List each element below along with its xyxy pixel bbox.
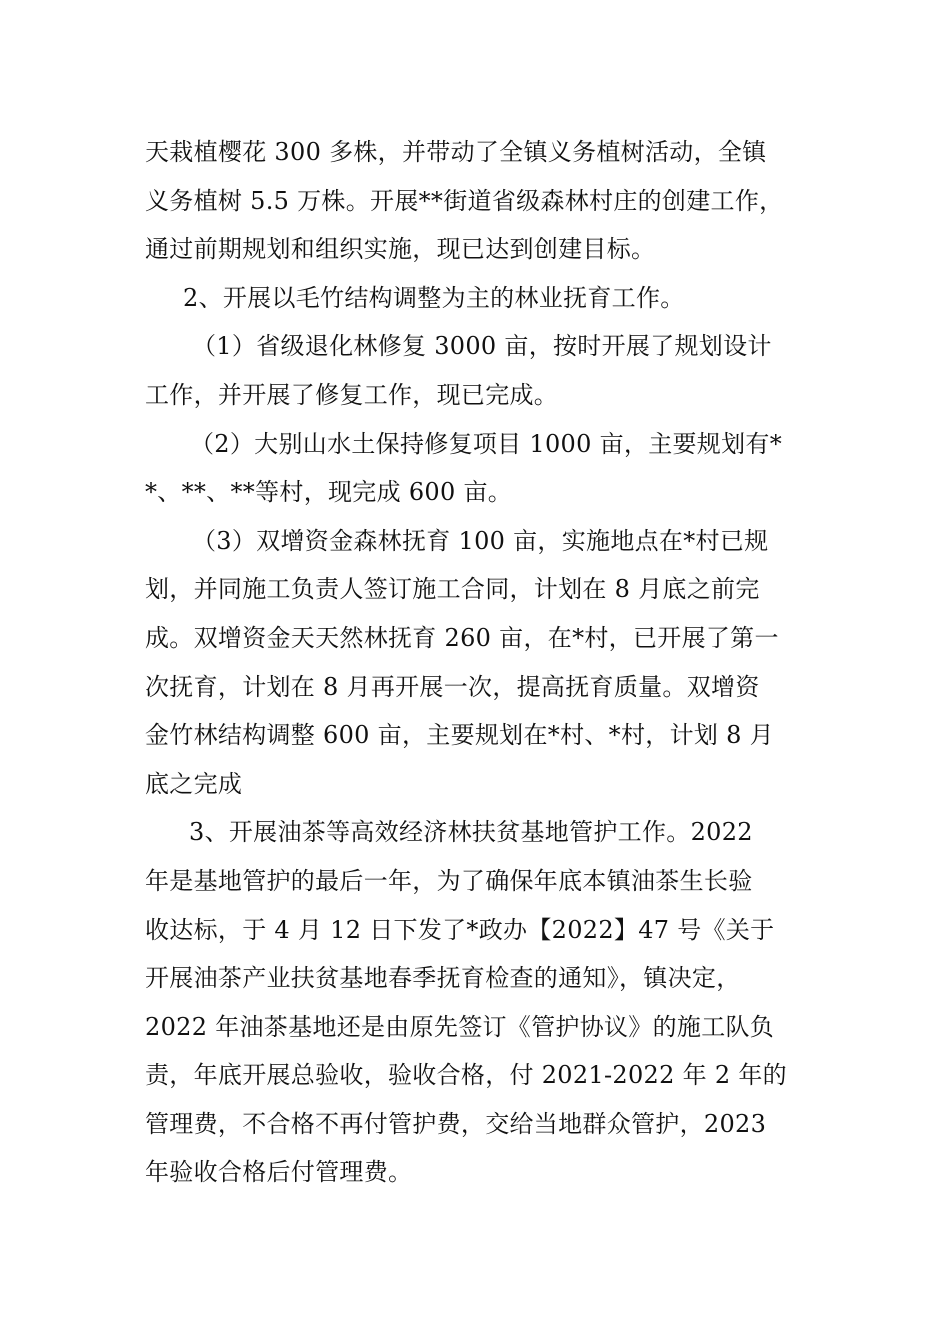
text-line: 金竹林结构调整 600 亩，主要规划在*村、*村，计划 8 月 bbox=[145, 721, 774, 750]
section-heading: 3、开展油茶等高效经济林扶贫基地管护工作。2022 bbox=[189, 818, 753, 847]
paragraph-item-3 bbox=[145, 517, 825, 809]
document-body bbox=[145, 128, 825, 1197]
paragraph-item-2 bbox=[145, 420, 825, 517]
text-line: 管理费，不合格不再付管护费，交给当地群众管护，2023 bbox=[145, 1109, 767, 1138]
text-line: （1）省级退化林修复 3000 亩，按时开展了规划设计 bbox=[192, 332, 772, 361]
text-line: 义务植树 5.5 万株。开展**街道省级森林村庄的创建工作， bbox=[145, 186, 784, 215]
paragraph-section-2-heading bbox=[145, 274, 825, 323]
text-line: 划，并同施工负责人签订施工合同，计划在 8 月底之前完 bbox=[145, 575, 760, 604]
text-line: 2022 年油茶基地还是由原先签订《管护协议》的施工队负 bbox=[145, 1012, 775, 1041]
text-line: 收达标，于 4 月 12 日下发了*政办【2022】47 号《关于 bbox=[145, 915, 775, 944]
text-line: 天栽植樱花 300 多株，并带动了全镇义务植树活动，全镇 bbox=[145, 138, 767, 166]
text-line: 工作，并开展了修复工作，现已完成。 bbox=[145, 380, 559, 409]
section-heading: 2、开展以毛竹结构调整为主的林业抚育工作。 bbox=[183, 283, 685, 312]
text-line: 通过前期规划和组织实施，现已达到创建目标。 bbox=[145, 235, 656, 264]
text-line: 开展油茶产业扶贫基地春季抚育检查的通知》，镇决定， bbox=[145, 964, 741, 993]
paragraph-tree-planting bbox=[145, 128, 825, 274]
text-line: （2）大别山水土保持修复项目 1000 亩，主要规划有* bbox=[190, 429, 783, 458]
paragraph-section-3 bbox=[145, 808, 825, 1197]
text-line: 次抚育，计划在 8 月再开展一次，提高抚育质量。双增资 bbox=[145, 672, 760, 701]
paragraph-item-1 bbox=[145, 322, 825, 419]
text-line: 年验收合格后付管理费。 bbox=[145, 1158, 413, 1187]
text-line: *、**、**等村，现完成 600 亩。 bbox=[145, 478, 513, 507]
text-line: （3）双增资金森林抚育 100 亩，实施地点在*村已规 bbox=[192, 526, 769, 555]
text-line: 底之完成 bbox=[145, 769, 243, 798]
text-line: 年是基地管护的最后一年，为了确保年底本镇油茶生长验 bbox=[145, 866, 753, 895]
text-line: 成。双增资金天天然林抚育 260 亩，在*村，已开展了第一 bbox=[145, 623, 779, 652]
text-line: 责，年底开展总验收，验收合格，付 2021-2022 年 2 年的 bbox=[145, 1061, 787, 1090]
